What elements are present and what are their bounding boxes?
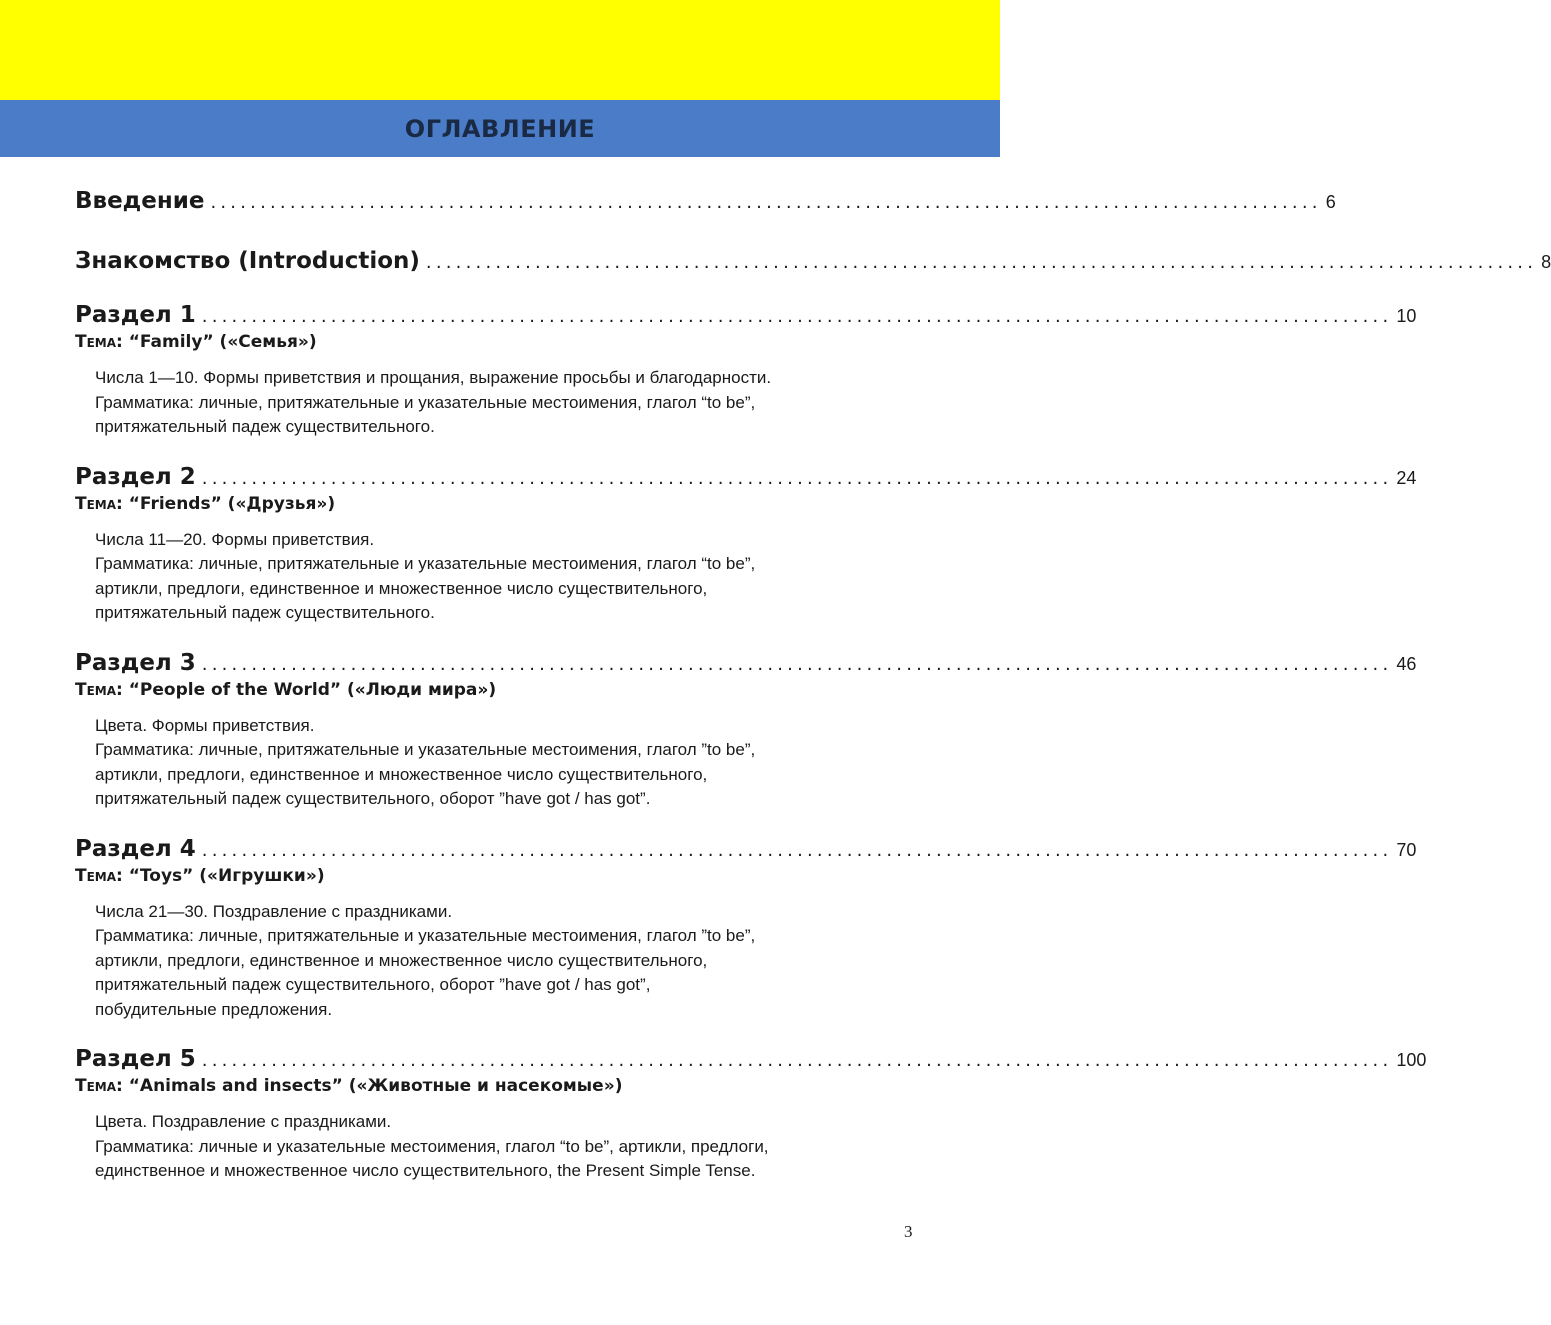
table-of-contents xyxy=(75,188,1551,1208)
theme-prefix: Тема: xyxy=(75,679,123,700)
dot-leader: ........................................................................................................................ xyxy=(201,1050,1393,1071)
section-page[interactable]: 24 xyxy=(1396,467,1417,488)
section-page[interactable]: 10 xyxy=(1396,306,1417,326)
section-description xyxy=(95,366,910,440)
section-label[interactable]: Раздел 2 xyxy=(75,463,196,490)
theme-title: “Family” («Семья») xyxy=(128,332,317,352)
section-theme xyxy=(75,866,910,886)
toc-section-3 xyxy=(75,649,1417,812)
section-label[interactable]: Раздел 1 xyxy=(75,302,196,328)
page-title: ОГЛАВЛЕНИЕ xyxy=(404,114,596,143)
section-page[interactable]: 100 xyxy=(1396,1050,1427,1070)
section-theme xyxy=(75,494,910,514)
description-line: побудительные предложения. xyxy=(95,999,333,1019)
description-line: Грамматика: личные, притяжательные и указательные местоимения, глагол ”to be”, xyxy=(95,926,756,945)
section-description xyxy=(95,900,910,1023)
section-page[interactable]: 70 xyxy=(1396,839,1417,860)
theme-title: “People of the World” («Люди мира») xyxy=(128,679,497,700)
description-line: Грамматика: личные, притяжательные и указательные местоимения, глагол “to be”, xyxy=(95,554,756,573)
theme-prefix: Тема: xyxy=(75,332,123,352)
theme-prefix: Тема: xyxy=(75,493,123,514)
section-theme xyxy=(75,332,910,352)
theme-title: “Friends” («Друзья») xyxy=(128,493,336,514)
dot-leader: ........................................................................................................................ xyxy=(201,839,1393,861)
description-line: артикли, предлоги, единственное и множественное число существительного, xyxy=(95,578,708,598)
top-yellow-band xyxy=(0,0,1000,100)
section-description xyxy=(95,528,910,626)
dot-leader: ................................................................................................................ xyxy=(425,252,1538,273)
section-page[interactable]: 46 xyxy=(1396,653,1417,674)
title-band xyxy=(0,100,1000,157)
toc-entry-label[interactable]: Знакомство (Introduction) xyxy=(75,248,420,274)
dot-leader: ........................................................................................................................ xyxy=(201,467,1393,489)
description-line: притяжательный падеж существительного. xyxy=(95,603,435,622)
toc-entry-label[interactable]: Введение xyxy=(75,188,205,214)
section-label[interactable]: Раздел 5 xyxy=(75,1046,196,1072)
theme-title: “Animals and insects” («Животные и насекомые») xyxy=(128,1076,623,1096)
theme-prefix: Тема: xyxy=(75,865,123,886)
description-line: артикли, предлоги, единственное и множественное число существительного, xyxy=(95,764,708,784)
toc-entry-page[interactable]: 6 xyxy=(1325,192,1336,212)
description-line: притяжательный падеж существительного. xyxy=(95,417,435,436)
theme-prefix: Тема: xyxy=(75,1076,123,1096)
toc-entry-acquaintance xyxy=(75,248,1551,274)
toc-section-1 xyxy=(75,302,1417,440)
toc-entry-intro xyxy=(75,188,1336,214)
theme-title: “Toys” («Игрушки») xyxy=(128,865,325,886)
section-list xyxy=(75,302,1427,1184)
toc-section-4 xyxy=(75,835,1417,1023)
dot-leader: ........................................................................................................................ xyxy=(201,306,1393,327)
toc-entry-page[interactable]: 8 xyxy=(1541,252,1551,272)
description-line: Цвета. Формы приветствия. xyxy=(95,715,315,735)
description-line: Грамматика: личные и указательные местоимения, глагол “to be”, артикли, предлоги, xyxy=(95,1136,769,1156)
section-theme xyxy=(75,1076,910,1096)
description-line: Грамматика: личные, притяжательные и указательные местоимения, глагол ”to be”, xyxy=(95,740,756,759)
section-description xyxy=(95,1110,910,1184)
dot-leader: ........................................................................................................................ xyxy=(201,653,1393,675)
description-line: Числа 1—10. Формы приветствия и прощания, выражение просьбы и благодарности. xyxy=(95,368,772,387)
section-theme xyxy=(75,680,910,700)
page-number: 3 xyxy=(904,1222,913,1241)
toc-section-5 xyxy=(75,1046,1427,1184)
toc-section-2 xyxy=(75,463,1417,626)
description-line: Цвета. Поздравление с праздниками. xyxy=(95,1112,392,1131)
section-label[interactable]: Раздел 4 xyxy=(75,835,196,862)
description-line: артикли, предлоги, единственное и множественное число существительного, xyxy=(95,950,708,970)
section-label[interactable]: Раздел 3 xyxy=(75,649,196,676)
description-line: притяжательный падеж существительного, оборот ”have got / has got”, xyxy=(95,975,651,994)
description-line: Числа 21—30. Поздравление с праздниками. xyxy=(95,901,453,921)
dot-leader: ................................................................................................................ xyxy=(210,192,1322,213)
description-line: Грамматика: личные, притяжательные и указательные местоимения, глагол “to be”, xyxy=(95,392,756,412)
description-line: Числа 11—20. Формы приветствия. xyxy=(95,529,375,549)
description-line: единственное и множественное число существительного, the Present Simple Tense. xyxy=(95,1161,756,1180)
description-line: притяжательный падеж существительного, оборот ”have got / has got”. xyxy=(95,789,651,808)
section-description xyxy=(95,714,910,812)
